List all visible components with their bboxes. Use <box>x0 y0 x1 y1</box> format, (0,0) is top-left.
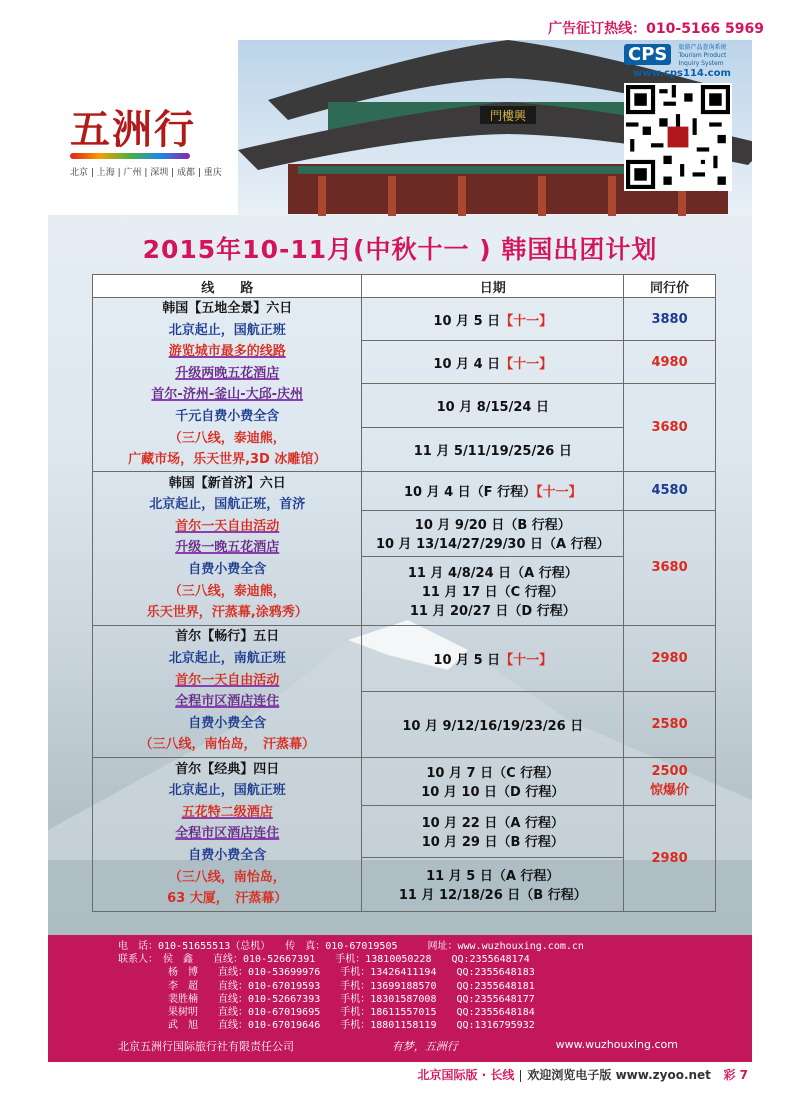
table-row <box>93 471 716 510</box>
route-cell-1 <box>93 298 362 472</box>
route-line: 韩国【新首济】六日 <box>168 475 286 491</box>
route-line: 首尔【经典】四日 <box>175 761 280 777</box>
price-cell: 3880 <box>624 298 716 341</box>
header-price: 同行价 <box>624 275 716 298</box>
table-row <box>93 757 716 805</box>
date-cell: 11 月 5 日（A 行程） 11 月 12/18/26 日（B 行程） <box>362 857 624 911</box>
brand-cities: 北京 | 上海 | 广州 | 深圳 | 成都 | 重庆 <box>70 168 222 178</box>
price-cell: 2980 <box>624 625 716 691</box>
route-line: 升级两晚五花酒店 <box>175 365 280 381</box>
header-route: 线 路 <box>93 275 362 298</box>
contact-row: 果树明 直线：010-67019695 手机：18611557015 QQ:2355648184 <box>118 1007 535 1019</box>
route-line: 自费小费全含 <box>188 715 267 731</box>
date-cell: 11 月 4/8/24 日（A 行程） 11 月 17 日（C 行程） 11 月 20/27 日（D 行程） <box>362 556 624 625</box>
date-cell: 10 月 22 日（A 行程） 10 月 29 日（B 行程） <box>362 805 624 857</box>
company-website[interactable]: www.wuzhouxing.com <box>555 1038 678 1051</box>
price-cell: 4580 <box>624 471 716 510</box>
tour-plan-table <box>92 274 716 912</box>
contact-row: 杨 博 直线：010-53699976 手机：13426411194 QQ:2355648183 <box>118 967 535 979</box>
route-line: 自费小费全含 <box>188 562 267 578</box>
welcome-text[interactable]: 欢迎浏览电子版 www.zyoo.net <box>527 1068 711 1082</box>
ad-hotline: 广告征订热线：010-5166 5969 <box>548 21 764 37</box>
date-cell: 10 月 9/12/16/19/23/26 日 <box>362 691 624 757</box>
route-line: 升级一晚五花酒店 <box>175 540 280 556</box>
contact-list <box>118 940 584 1032</box>
contact-row: 裴胜楠 直线：010-52667393 手机：18301587008 QQ:2355648177 <box>118 993 535 1005</box>
route-line: （三八线，南怡岛， <box>168 869 286 885</box>
cps-url[interactable]: www.cps114.com <box>633 68 731 79</box>
date-cell: 10 月 9/20 日（B 行程） 10 月 13/14/27/29/30 日（A 行程） <box>362 510 624 556</box>
cps-logo: CPS <box>624 44 671 65</box>
route-line: 首尔一天自由活动 <box>175 518 280 534</box>
company-name: 北京五洲行国际旅行社有限责任公司 <box>118 1040 294 1053</box>
slogan: 有梦，五洲行 <box>391 1040 458 1053</box>
date-cell: 10 月 4 日（F 行程）【十一】 <box>362 471 624 510</box>
route-line: 北京起止，国航正班 <box>168 783 286 799</box>
contact-row: 武 旭 直线：010-67019646 手机：18801158119 QQ:1316795932 <box>118 1020 535 1032</box>
contact-row: 电 话：010-51655513（总机） 传 真：010-67019505 网址：www.wuzhouxing.com.cn <box>118 941 584 952</box>
route-line: 自费小费全含 <box>188 848 267 864</box>
route-line: 北京起止，国航正班 <box>168 322 286 338</box>
contact-row: 李 超 直线：010-67019593 手机：13699188570 QQ:2355648181 <box>118 980 535 992</box>
route-line: 首尔一天自由活动 <box>175 672 280 688</box>
route-cell-2 <box>93 471 362 625</box>
date-cell: 10 月 5 日【十一】 <box>362 625 624 691</box>
route-line: 乐天世界，汗蒸幕,涂鸦秀） <box>146 605 308 621</box>
contact-footer <box>48 935 752 1062</box>
date-cell: 10 月 4 日【十一】 <box>362 341 624 384</box>
route-line: 63 大厦， 汗蒸幕） <box>167 891 288 907</box>
palace-sign: 門樓興 <box>489 109 527 123</box>
cps-badge <box>624 44 740 195</box>
date-cell: 10 月 8/15/24 日 <box>362 384 624 428</box>
brand-name: 五洲行 <box>70 106 196 153</box>
footer-bottom-line <box>118 1038 678 1054</box>
price-cell: 3680 <box>624 510 716 625</box>
header-date: 日期 <box>362 275 624 298</box>
price-cell: 2500 惊爆价 <box>624 757 716 805</box>
table-row <box>93 298 716 341</box>
route-line: （三八线，泰迪熊， <box>168 430 286 446</box>
route-line: 全程市区酒店连住 <box>175 826 280 842</box>
route-cell-4 <box>93 757 362 911</box>
route-line: （三八线，南怡岛， 汗蒸幕） <box>139 737 315 753</box>
route-cell-3 <box>93 625 362 757</box>
date-cell: 10 月 5 日【十一】 <box>362 298 624 341</box>
route-line: 游览城市最多的线路 <box>168 344 286 360</box>
route-line: 千元自费小费全含 <box>175 408 280 424</box>
brand-logo <box>70 98 240 178</box>
poster <box>48 40 752 1062</box>
edition-label: 北京国际版 · 长线 <box>417 1068 515 1082</box>
route-line: 北京起止，国航正班，首济 <box>149 497 306 513</box>
route-line: 广藏市场，乐天世界,3D 冰雕馆） <box>128 452 327 468</box>
contact-row: 联系人： 侯 鑫 直线：010-52667391 手机：13810050228 QQ:2355648174 <box>118 954 530 966</box>
route-line: 五花特二级酒店 <box>181 804 273 820</box>
page-footer <box>418 1066 749 1083</box>
price-cell: 4980 <box>624 341 716 384</box>
route-line: 首尔【畅行】五日 <box>175 629 280 645</box>
date-cell: 11 月 5/11/19/25/26 日 <box>362 427 624 471</box>
divider <box>520 1070 521 1082</box>
price-cell: 2980 <box>624 805 716 911</box>
route-line: （三八线，泰迪熊， <box>168 583 286 599</box>
route-line: 韩国【五地全景】六日 <box>162 301 293 316</box>
page-title: 2015年10-11月(中秋十一 ) 韩国出团计划 <box>142 235 658 264</box>
price-cell: 2580 <box>624 691 716 757</box>
cps-subtitle: 旅游产品查询系统 Tourism Product Inquiry System <box>678 44 727 67</box>
date-cell: 10 月 7 日（C 行程） 10 月 10 日（D 行程） <box>362 757 624 805</box>
route-line: 北京起止，南航正班 <box>168 651 286 667</box>
qr-code[interactable] <box>624 83 732 191</box>
table-header-row <box>93 275 716 298</box>
price-cell: 3680 <box>624 384 716 472</box>
route-line: 首尔-济州-釜山-大邱-庆州 <box>151 387 304 403</box>
table-row <box>93 625 716 691</box>
route-line: 全程市区酒店连住 <box>175 694 280 710</box>
page-number: 彩 7 <box>723 1068 748 1082</box>
